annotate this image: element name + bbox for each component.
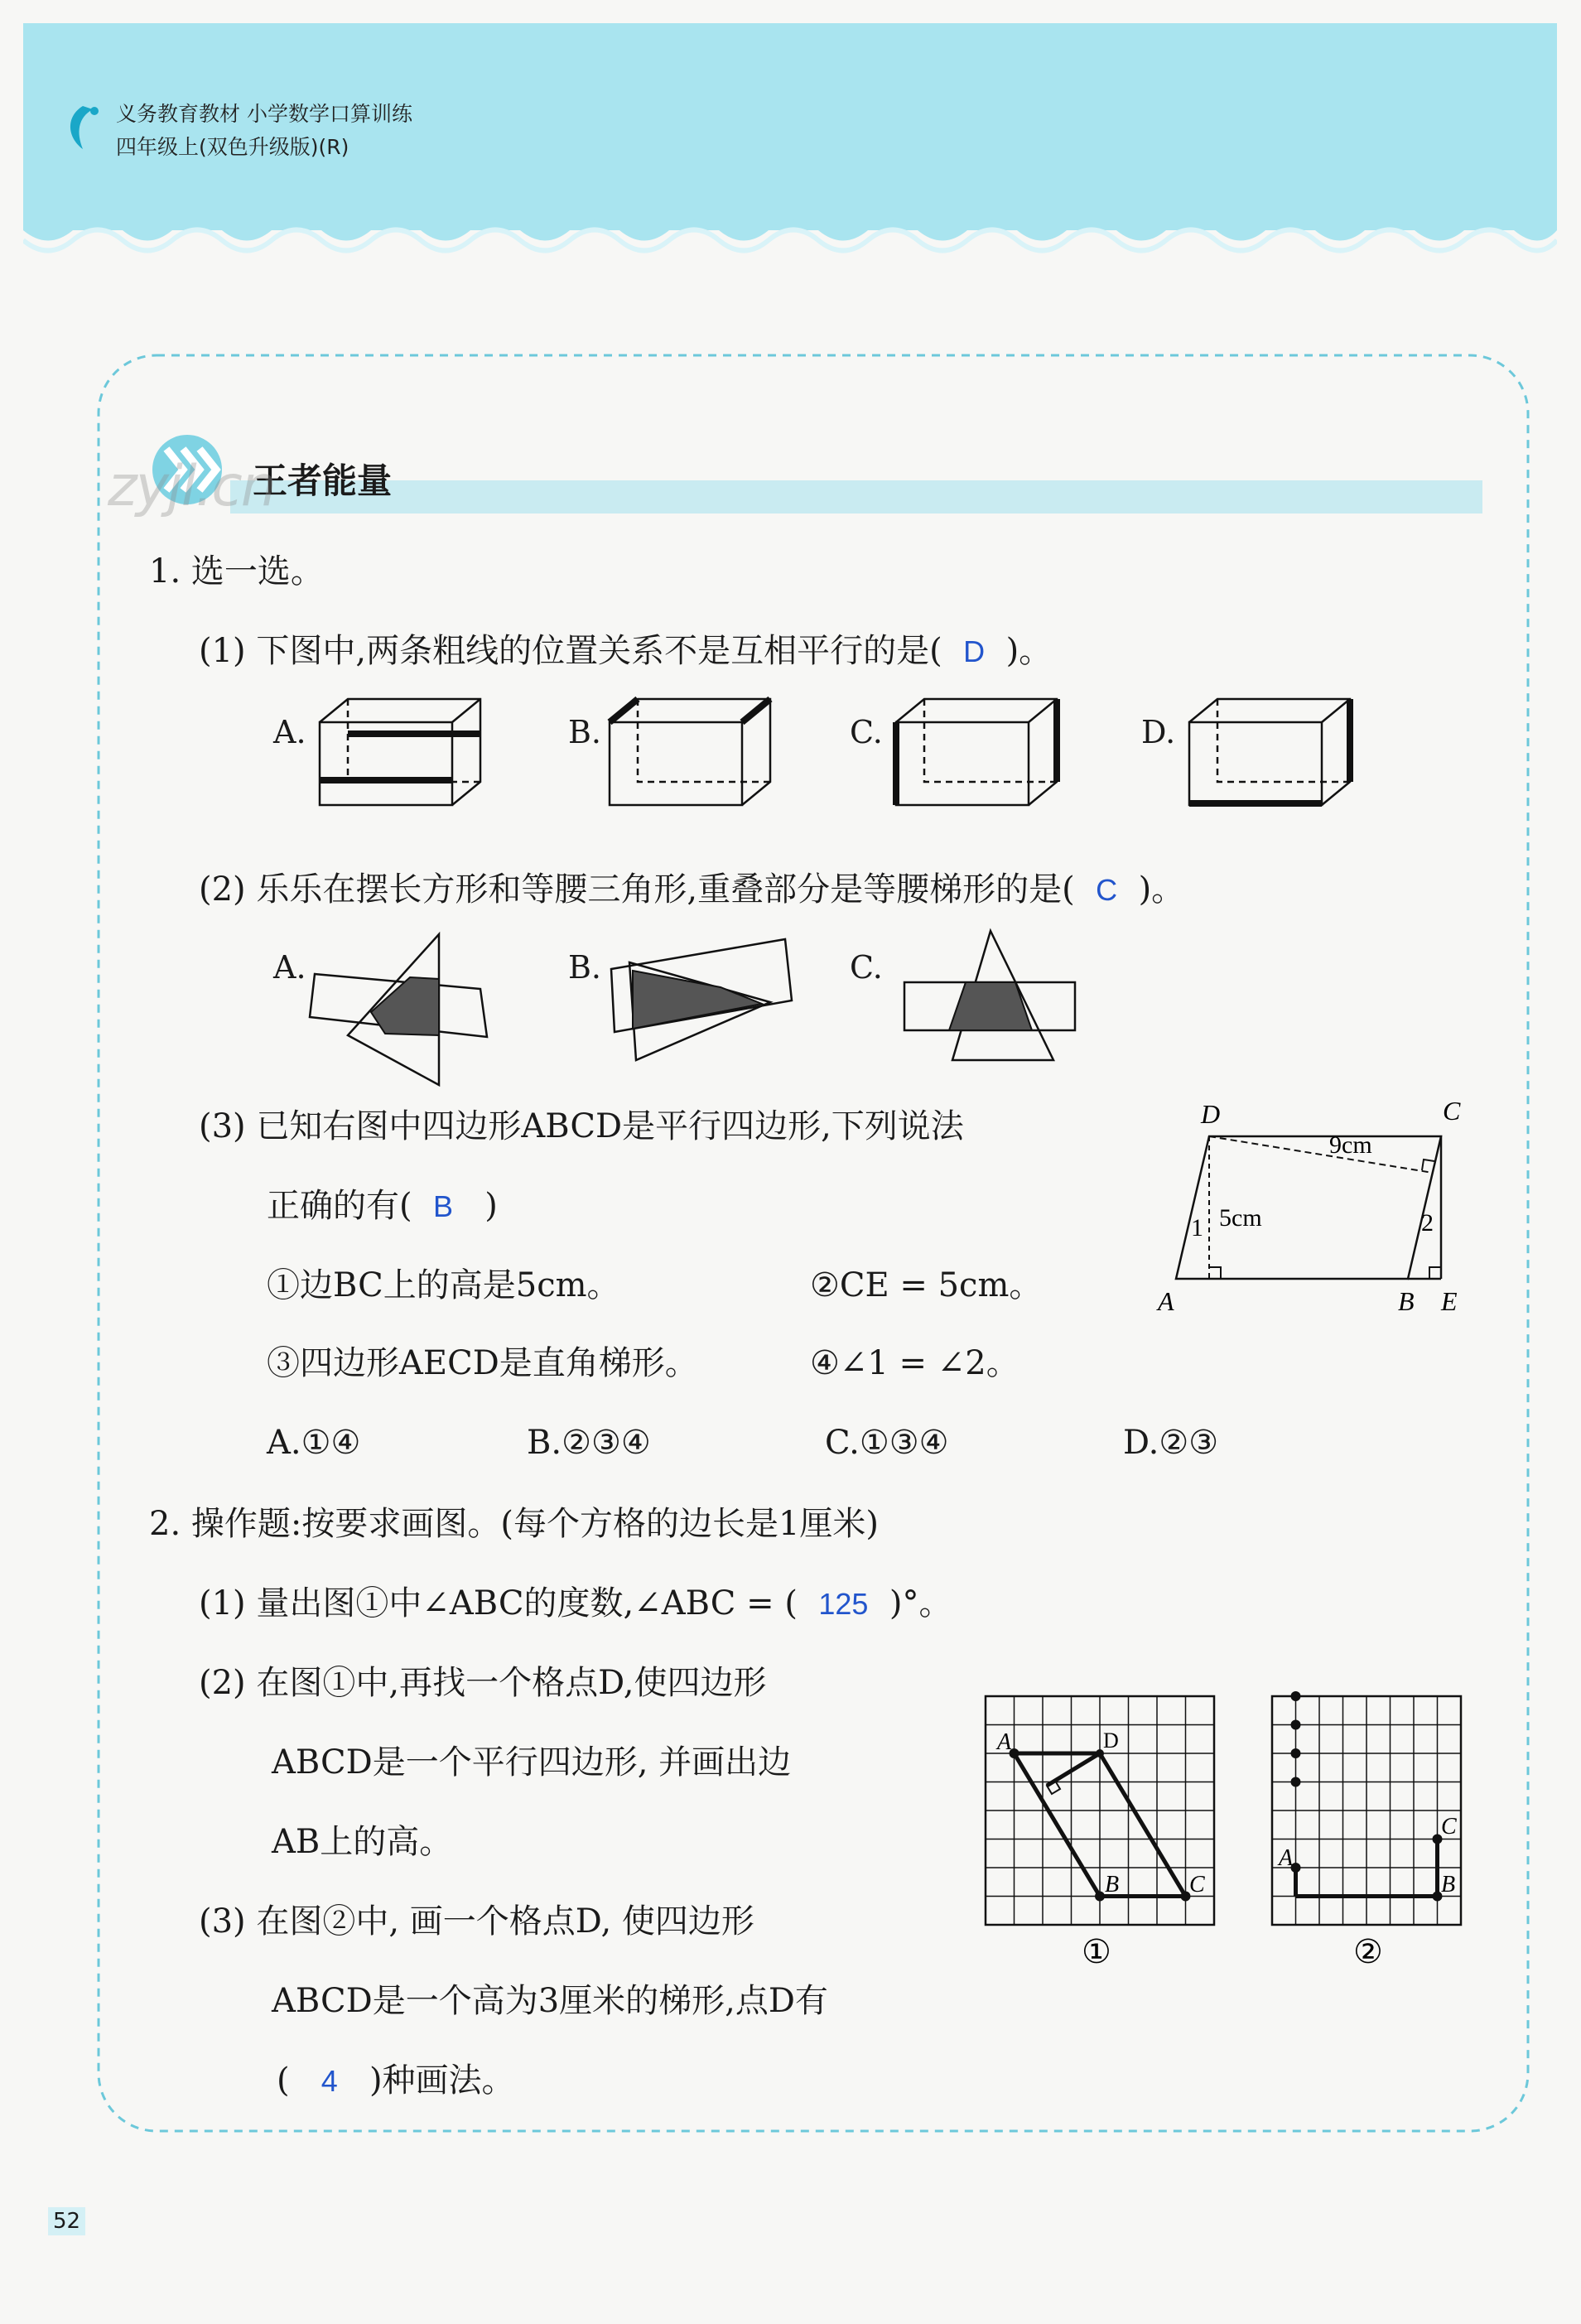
q1-p1-answer: D xyxy=(963,634,986,668)
q1-p3-choice-d: D.②③ xyxy=(1123,1424,1219,1462)
label-a: A xyxy=(1158,1286,1174,1316)
label-d: D xyxy=(1201,1099,1221,1129)
q1-p2-stem: (2) 乐乐在摆长方形和等腰三角形,重叠部分是等腰梯形的是( C )。 xyxy=(199,870,1185,909)
q2-p1-answer: 125 xyxy=(818,1587,869,1621)
q2-p2-line3: AB上的高。 xyxy=(272,1823,453,1861)
q1-p1-option-b: B. xyxy=(568,714,602,750)
label-9cm: 9cm xyxy=(1329,1131,1372,1159)
grid1-label-d: D xyxy=(1103,1729,1119,1753)
section-title: 王者能量 xyxy=(253,460,393,501)
cuboid-figure-a xyxy=(315,694,489,810)
q2-p3-line2: ABCD是一个高为3厘米的梯形,点D有 xyxy=(272,1982,828,2020)
q1-p1-option-a: A. xyxy=(273,714,306,750)
grid1-label-b: B xyxy=(1105,1872,1120,1897)
grid1-label-c: C xyxy=(1189,1872,1205,1897)
grid-figure-1 xyxy=(982,1690,1222,1971)
grid2-label-a: A xyxy=(1279,1845,1294,1871)
q1-p3-choice-a: A.①④ xyxy=(267,1424,361,1462)
label-e: E xyxy=(1441,1286,1458,1316)
grid1-caption: ① xyxy=(1082,1933,1111,1971)
label-5cm: 5cm xyxy=(1219,1204,1262,1232)
page-number: 52 xyxy=(48,2207,85,2235)
label-angle-2: 2 xyxy=(1421,1209,1434,1237)
overlap-figure-b xyxy=(605,936,795,1068)
q1-p3-choice-c: C.①③④ xyxy=(825,1424,949,1462)
book-title: 义务教育教材 小学数学口算训练 四年级上(双色升级版)(R) xyxy=(116,102,412,159)
label-c: C xyxy=(1443,1096,1461,1126)
q1-p1-stem: (1) 下图中,两条粗线的位置关系不是互相平行的是( D )。 xyxy=(199,632,1053,670)
q1-p2-option-a: A. xyxy=(273,949,306,986)
parallelogram-figure xyxy=(1151,1093,1482,1325)
grid-figure-2 xyxy=(1267,1680,1474,1971)
q2-title: 2. 操作题:按要求画图。(每个方格的边长是1厘米) xyxy=(149,1505,880,1543)
q1-p3-answer: B xyxy=(433,1189,454,1223)
q2-p1-stem: (1) 量出图①中∠ABC的度数,∠ABC = ( 125 )°。 xyxy=(199,1584,952,1622)
q1-p2-option-b: B. xyxy=(568,949,602,986)
book-logo-icon xyxy=(58,99,108,157)
overlap-figure-c xyxy=(899,926,1082,1067)
q1-p1-option-d: D. xyxy=(1141,714,1176,750)
label-b: B xyxy=(1398,1286,1415,1316)
grid2-label-c: C xyxy=(1441,1814,1457,1839)
cuboid-figure-d xyxy=(1184,694,1358,810)
q2-p2-line2: ABCD是一个平行四边形, 并画出边 xyxy=(272,1743,792,1782)
cuboid-figure-c xyxy=(891,694,1065,810)
q2-p3-line1: (3) 在图②中, 画一个格点D, 使四边形 xyxy=(199,1902,754,1941)
grid2-caption: ② xyxy=(1353,1933,1383,1971)
grid1-label-a: A xyxy=(997,1729,1012,1755)
grid2-label-b: B xyxy=(1441,1872,1456,1897)
q2-p2-line1: (2) 在图①中,再找一个格点D,使四边形 xyxy=(199,1664,767,1702)
q1-p3-statement-3: ③四边形AECD是直角梯形。 xyxy=(267,1344,698,1382)
watermark: zyjl.cn xyxy=(108,454,275,519)
q1-title: 1. 选一选。 xyxy=(149,552,324,591)
q2-p3-line3: ( 4 )种画法。 xyxy=(277,2061,515,2100)
q1-p3-stem-line1: (3) 已知右图中四边形ABCD是平行四边形,下列说法 xyxy=(199,1107,964,1145)
q1-p2-answer: C xyxy=(1096,873,1118,907)
q2-p3-answer: 4 xyxy=(321,2064,338,2098)
overlap-figure-a xyxy=(306,928,497,1093)
label-angle-1: 1 xyxy=(1191,1214,1203,1242)
section-bar xyxy=(230,480,1482,513)
q1-p1-option-c: C. xyxy=(850,714,883,750)
q1-p3-statement-4: ④∠1 = ∠2。 xyxy=(810,1344,1019,1382)
q1-p3-statement-2: ②CE = 5cm。 xyxy=(810,1266,1043,1304)
q1-p3-stem-line2: 正确的有( B ) xyxy=(267,1187,498,1225)
q1-p2-option-c: C. xyxy=(850,949,883,986)
q1-p3-choice-b: B.②③④ xyxy=(527,1424,651,1462)
cuboid-figure-b xyxy=(605,694,778,810)
q1-p3-statement-1: ①边BC上的高是5cm。 xyxy=(267,1266,620,1304)
